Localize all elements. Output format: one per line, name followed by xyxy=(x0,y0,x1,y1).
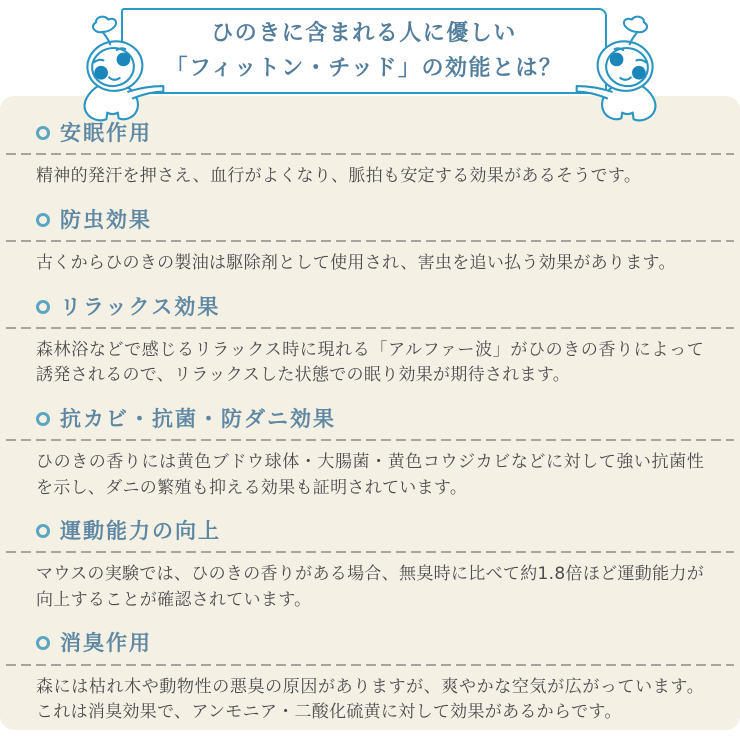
section-heading-label: 消臭作用 xyxy=(60,631,152,656)
section-deodorant xyxy=(0,630,740,725)
section-body: マウスの実験では、ひのきの香りがある場合、無臭時に比べて約1.8倍ほど運動能力が向上することが確認されています。 xyxy=(36,564,704,610)
section-heading xyxy=(36,406,704,432)
section-heading xyxy=(36,630,704,656)
section-body: 古くからひのきの製油は駆除剤として使用され、害虫を追い払う効果があります。 xyxy=(36,253,676,273)
section-heading xyxy=(36,294,704,320)
mascot-left-icon xyxy=(54,12,172,124)
section-insect xyxy=(0,207,740,277)
section-heading-label: 安眠作用 xyxy=(60,121,152,145)
section-heading-label: 抗カビ・抗菌・防ダニ効果 xyxy=(60,406,336,431)
title-banner xyxy=(121,8,607,94)
section-relax xyxy=(0,294,740,389)
dashed-divider xyxy=(6,327,734,329)
section-heading xyxy=(36,518,704,544)
dashed-divider xyxy=(6,240,734,242)
circle-bullet-icon xyxy=(36,300,50,314)
circle-bullet-icon xyxy=(36,213,50,227)
section-heading-label: リラックス効果 xyxy=(60,294,221,319)
circle-bullet-icon xyxy=(36,524,50,538)
dashed-divider xyxy=(6,153,734,155)
section-body: 森林浴などで感じるリラックス時に現れる「アルファー波」がひのきの香りによって誘発されるので、リラックスした状態での眠り効果が期待されます。 xyxy=(36,339,704,386)
dashed-divider xyxy=(6,664,734,666)
circle-bullet-icon xyxy=(36,636,50,650)
section-antibacterial xyxy=(0,406,740,501)
section-heading-label: 防虫効果 xyxy=(60,207,152,232)
section-sleep xyxy=(0,120,740,190)
mascot-right-icon xyxy=(568,12,686,124)
dashed-divider xyxy=(6,551,734,553)
dashed-divider xyxy=(6,439,734,441)
circle-bullet-icon xyxy=(36,412,50,426)
header-area xyxy=(0,0,740,96)
content-panel xyxy=(0,96,740,730)
banner-title-line1: ひのきに含まれる人に優しい xyxy=(211,20,517,46)
section-body: 森には枯れ木や動物性の悪臭の原因がありますが、爽やかな空気が広がっています。これは消臭効果で、アンモニア・二酸化硫黄に対して効果があるからです。 xyxy=(36,676,704,722)
section-heading xyxy=(36,207,704,233)
section-body: 精神的発汗を押さえ、血行がよくなり、脈拍も安定する効果があるそうです。 xyxy=(36,166,642,187)
circle-bullet-icon xyxy=(36,126,50,140)
section-heading-label: 運動能力の向上 xyxy=(60,519,221,543)
section-body: ひのきの香りには黄色ブドウ球体・大腸菌・黄色コウジカビなどに対して強い抗菌性を示し、ダニの繁殖も抑える効果も証明されています。 xyxy=(36,452,704,498)
section-athletic xyxy=(0,518,740,613)
banner-title-line2: 「フィットン・チッド」の効能とは？ xyxy=(165,56,563,81)
